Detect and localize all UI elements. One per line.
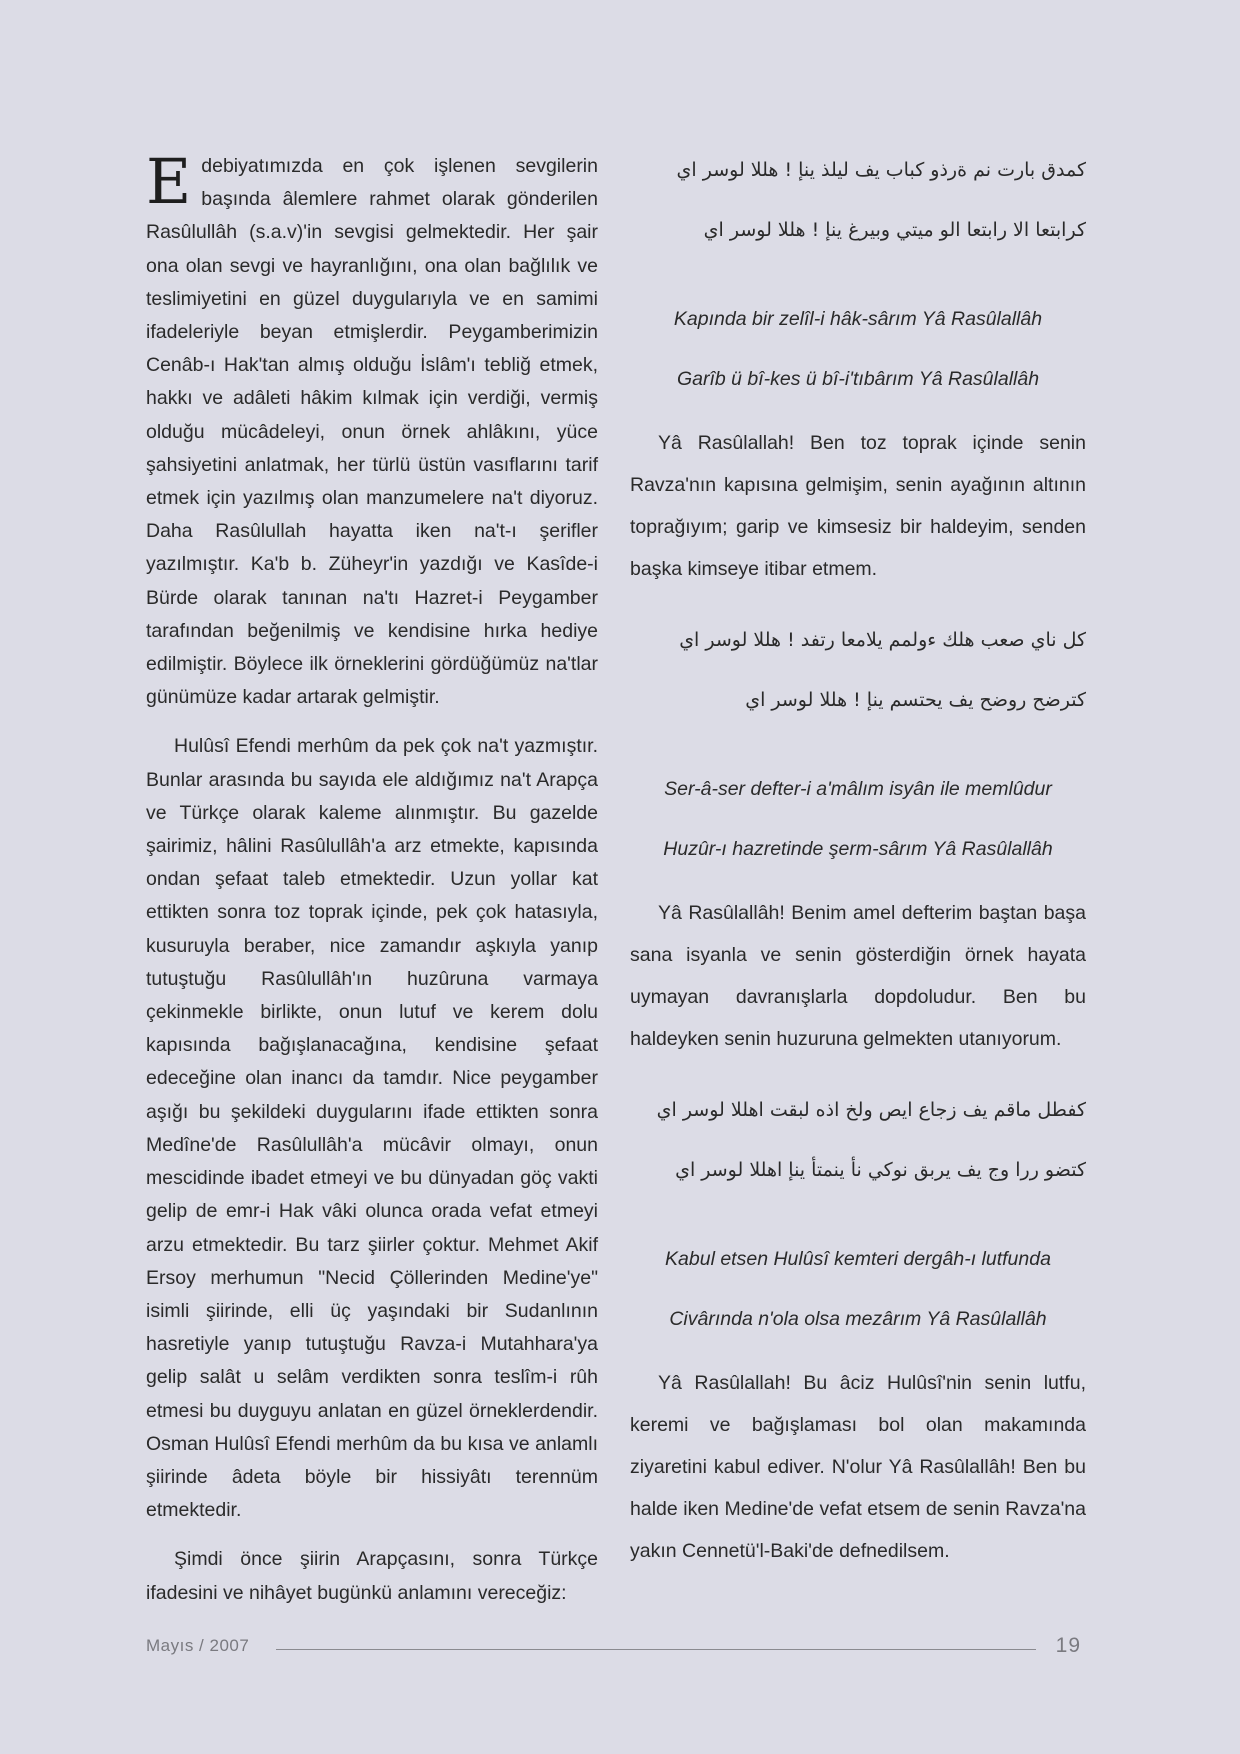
stanza-2 (630, 620, 1086, 1060)
turkish-verse-line: Garîb ü bî-kes ü bî-i'tıbârım Yâ Rasûlallâh (676, 368, 1040, 390)
drop-cap: E (146, 145, 192, 218)
verse-spacer (630, 270, 1086, 302)
arabic-line: كمدق بارت نم ةرذو كباب يف ليلذ ينإ ! هللا لوسر اي (676, 159, 1086, 181)
translation-paragraph: Yâ Rasûlallah! Bu âciz Hulûsî'nin senin lutfu, keremi ve bağışlaması bol olan makamında ziyaretini kabul ediver. N'olur Yâ Rasûlallâh! Ben bu halde iken Medine'de vefat etsem de senin Ravza'na yakın Cennetü'l-Baki'de defnedilsem. (630, 1372, 1086, 1562)
stanza-3 (630, 1090, 1086, 1572)
arabic-line: كترضح روضح يف يحتسم ينإ ! هللا لوسر اي (745, 689, 1086, 711)
translation-paragraph: Yâ Rasûlallâh! Benim amel defterim baştan başa sana isyanla ve senin gösterdiğin örnek hayata uymayan davranışlarla dopdoludur. Ben bu haldeyken senin huzuruna gelmekten utanıyorum. (630, 902, 1086, 1050)
issue-date: Mayıs / 2007 (146, 1636, 250, 1655)
intro-paragraph-text: debiyatımızda en çok işlenen sevgilerin başında âlemlere rahmet olarak gönderilen Rasûlullâh (s.a.v)'in sevgisi gelmektedir. Her şair ona olan sevgi ve hayranlığını, ona olan bağlılık ve teslimiyetini en güzel duygularıyla ve en samimi ifadeleriyle beyan etmişlerdir. Peygamberimizin Cenâb-ı Hak'tan almış olduğu İslâm'ı tebliğ etmek, hakkı ve adâleti hâkim kılmak için verdiği, vermiş olduğu mücâdeleyi, onun örnek ahlâkını, yüce şahsiyetini anlatmak, her türlü üstün vasıflarını tarif etmek için yazılmış olan manzumelere na't diyoruz. Daha Rasûlullah hayatta iken na't-ı şerifler yazılmıştır. Ka'b b. Züheyr'in yazdığı ve Kasîde-i Bürde olarak tanınan na'tı Hazret-i Peygamber tarafından beğenilmiş ve kendisine hırka hediye edilmiştir. Böylece ilk örneklerini gördüğümüz na'tlar günümüze kadar artarak gelmiştir. (146, 155, 598, 709)
footer-divider (276, 1649, 1036, 1650)
left-column (146, 145, 598, 1626)
stanza-1 (630, 150, 1086, 590)
turkish-verse-line: Civârında n'ola olsa mezârım Yâ Rasûlallâh (669, 1308, 1047, 1330)
verse-spacer (630, 1210, 1086, 1242)
turkish-verse-line: Kabul etsen Hulûsî kemteri dergâh-ı lutfunda (665, 1248, 1051, 1270)
intro-paragraph (146, 145, 598, 714)
turkish-verse-line: Ser-â-ser defter-i a'mâlım isyân ile memlûdur (664, 778, 1052, 800)
translation-paragraph: Yâ Rasûlallah! Ben toz toprak içinde senin Ravza'nın kapısına gelmişim, senin ayağının altının toprağıyım; garip ve kimsesiz bir haldeyim, senden başka kimseye itibar etmem. (630, 432, 1086, 580)
arabic-line: كل ناي صعب هلك ءولمم يلامعا رتفد ! هللا لوسر اي (679, 629, 1086, 651)
right-column (630, 150, 1086, 1602)
body-paragraph-3: Şimdi önce şiirin Arapçasını, sonra Türkçe ifadesini ve nihâyet bugünkü anlamını vereceğiz: (146, 1548, 598, 1604)
page-footer (146, 1636, 1081, 1662)
arabic-line: كفطل ماقم يف زجاع ايص ولخ اذه لبقت اهللا لوسر اي (656, 1099, 1086, 1121)
body-paragraph-2: Hulûsî Efendi merhûm da pek çok na't yazmıştır. Bunlar arasında bu sayıda ele aldığımız na't Arapça ve Türkçe olarak kaleme alınmıştır. Bu gazelde şairimiz, hâlini Rasûlullâh'a arz etmekte, kapısında ondan şefaat taleb etmektedir. Uzun yollar kat ettikten sonra toz toprak içinde, pek çok hatasıyla, kusuruyla beraber, nice zamandır aşkıyla yanıp tutuştuğu Rasûlullâh'ın huzûruna varmaya çekinmekle birlikte, onun lutuf ve kerem dolu kapısında bağışlanacağına, kendisine şefaat edeceğine olan inancı da tamdır. Nice peygamber aşığı bu şekildeki duygularını ifade ettikten sonra Medîne'de Rasûlullâh'a mücâvir olmayı, onun mescidinde ibadet etmeyi ve bu dünyadan göç vakti gelip de emr-i Hak vâki olunca orada vefat etmeyi arzu etmektedir. Bu tarz şiirler çoktur. Mehmet Akif Ersoy merhumun "Necid Çöllerinden Medine'ye" isimli şiirinde, elli üç yaşındaki bir Sudanlının hasretiyle yanıp tutuştuğu Ravza-i Mutahhara'ya gelip salât u selâm verdikten sonra teslîm-i rûh etmesi bu duyguyu anlatan en güzel örneklerdendir. Osman Hulûsî Efendi merhûm da bu kısa ve anlamlı şiirinde âdeta böyle bir hissiyâtı terennüm etmektedir. (146, 735, 598, 1522)
arabic-line: كرابتعا الا رابتعا الو ميتي وبيرغ ينإ ! هللا لوسر اي (703, 219, 1086, 241)
turkish-verse-line: Huzûr-ı hazretinde şerm-sârım Yâ Rasûlallâh (663, 838, 1053, 860)
arabic-line: كتضو ررا وج يف يربق نوكي نأ ينمتأ ينإ اهللا لوسر اي (675, 1159, 1086, 1181)
turkish-verse-line: Kapında bir zelîl-i hâk-sârım Yâ Rasûlallâh (673, 308, 1043, 330)
verse-spacer (630, 740, 1086, 772)
page-number: 19 (1055, 1634, 1081, 1657)
